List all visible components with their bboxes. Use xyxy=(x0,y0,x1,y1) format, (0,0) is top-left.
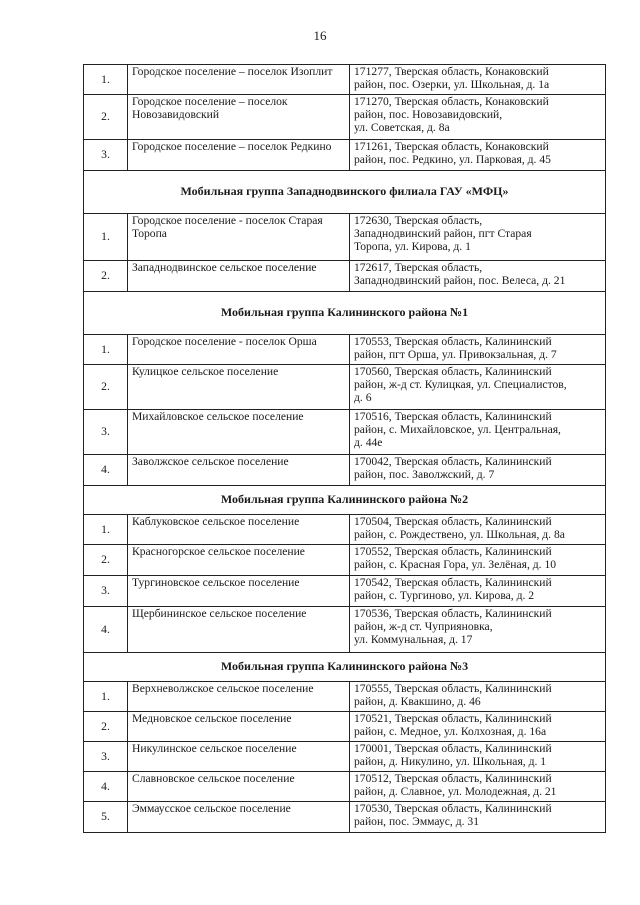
address: 170555, Тверская область, Калининский район, д. Квакшино, д. 46 xyxy=(350,682,606,712)
address: 170512, Тверская область, Калининский район, д. Славное, ул. Молодежная, д. 21 xyxy=(350,772,606,802)
row-number: 1. xyxy=(84,515,128,545)
page-number: 16 xyxy=(313,28,327,43)
row-number: 4. xyxy=(84,455,128,486)
settlement-name: Тургиновское сельское поселение xyxy=(128,576,350,607)
row-number: 3. xyxy=(84,742,128,772)
row-number: 2. xyxy=(84,712,128,742)
row-number: 1. xyxy=(84,335,128,365)
row-number: 2. xyxy=(84,545,128,576)
settlement-name: Красногорское сельское поселение xyxy=(128,545,350,576)
group-heading: Мобильная группа Калининского района №1 xyxy=(84,292,606,335)
table-row xyxy=(84,335,606,365)
group-heading-row xyxy=(84,486,606,515)
settlement-name: Верхневолжское сельское поселение xyxy=(128,682,350,712)
settlement-name: Городское поселение - поселок Орша xyxy=(128,335,350,365)
address: 170536, Тверская область, Калининский район, ж-д ст. Чуприяновка, ул. Коммунальная, д. 17 xyxy=(350,607,606,653)
row-number: 1. xyxy=(84,65,128,95)
address: 170516, Тверская область, Калининский район, с. Михайловское, ул. Центральная, д. 44е xyxy=(350,410,606,455)
address: 170504, Тверская область, Калининский район, с. Рождествено, ул. Школьная, д. 8а xyxy=(350,515,606,545)
table-row xyxy=(84,682,606,712)
address: 172630, Тверская область, Западнодвинский район, пгт Старая Торопа, ул. Кирова, д. 1 xyxy=(350,214,606,261)
table-row xyxy=(84,261,606,292)
table-row xyxy=(84,515,606,545)
address: 171261, Тверская область, Конаковский район, пос. Редкино, ул. Парковая, д. 45 xyxy=(350,140,606,171)
row-number: 3. xyxy=(84,576,128,607)
row-number: 2. xyxy=(84,261,128,292)
group-heading: Мобильная группа Калининского района №3 xyxy=(84,653,606,682)
row-number: 3. xyxy=(84,410,128,455)
table-row xyxy=(84,455,606,486)
row-number: 1. xyxy=(84,682,128,712)
table-row xyxy=(84,545,606,576)
table-row xyxy=(84,65,606,95)
table-row xyxy=(84,214,606,261)
settlement-name: Медновское сельское поселение xyxy=(128,712,350,742)
table-row xyxy=(84,802,606,833)
row-number: 2. xyxy=(84,95,128,140)
address: 170042, Тверская область, Калининский район, пос. Заволжский, д. 7 xyxy=(350,455,606,486)
group-heading: Мобильная группа Западнодвинского филиала ГАУ «МФЦ» xyxy=(84,171,606,214)
settlement-name: Городское поселение – поселок Редкино xyxy=(128,140,350,171)
settlement-name: Славновское сельское поселение xyxy=(128,772,350,802)
address: 171270, Тверская область, Конаковский район, пос. Новозавидовский, ул. Советская, д. 8а xyxy=(350,95,606,140)
group-heading-row xyxy=(84,653,606,682)
settlement-name: Городское поселение – поселок Новозавидовский xyxy=(128,95,350,140)
settlement-name: Щербининское сельское поселение xyxy=(128,607,350,653)
row-number: 2. xyxy=(84,365,128,410)
row-number: 4. xyxy=(84,772,128,802)
settlement-name: Кулицкое сельское поселение xyxy=(128,365,350,410)
table-row xyxy=(84,140,606,171)
address: 170553, Тверская область, Калининский район, пгт Орша, ул. Привокзальная, д. 7 xyxy=(350,335,606,365)
settlement-name: Заволжское сельское поселение xyxy=(128,455,350,486)
table-row xyxy=(84,410,606,455)
table-row xyxy=(84,95,606,140)
table-row xyxy=(84,576,606,607)
group-heading: Мобильная группа Калининского района №2 xyxy=(84,486,606,515)
settlements-table xyxy=(83,64,606,833)
row-number: 5. xyxy=(84,802,128,833)
settlement-name: Западнодвинское сельское поселение xyxy=(128,261,350,292)
group-heading-row xyxy=(84,292,606,335)
row-number: 3. xyxy=(84,140,128,171)
address: 172617, Тверская область, Западнодвинский район, пос. Велеса, д. 21 xyxy=(350,261,606,292)
address: 170560, Тверская область, Калининский район, ж-д ст. Кулицкая, ул. Специалистов, д. 6 xyxy=(350,365,606,410)
address: 170552, Тверская область, Калининский район, с. Красная Гора, ул. Зелёная, д. 10 xyxy=(350,545,606,576)
table-row xyxy=(84,712,606,742)
address: 170542, Тверская область, Калининский район, с. Тургиново, ул. Кирова, д. 2 xyxy=(350,576,606,607)
settlement-name: Каблуковское сельское поселение xyxy=(128,515,350,545)
settlement-name: Никулинское сельское поселение xyxy=(128,742,350,772)
address: 170521, Тверская область, Калининский район, с. Медное, ул. Колхозная, д. 16а xyxy=(350,712,606,742)
table-row xyxy=(84,742,606,772)
table-row xyxy=(84,772,606,802)
group-heading-row xyxy=(84,171,606,214)
settlement-name: Городское поселение – поселок Изоплит xyxy=(128,65,350,95)
settlement-name: Городское поселение - поселок Старая Торопа xyxy=(128,214,350,261)
settlement-name: Михайловское сельское поселение xyxy=(128,410,350,455)
settlements-table-body xyxy=(84,65,606,833)
address: 171277, Тверская область, Конаковский район, пос. Озерки, ул. Школьная, д. 1а xyxy=(350,65,606,95)
address: 170001, Тверская область, Калининский район, д. Никулино, ул. Школьная, д. 1 xyxy=(350,742,606,772)
row-number: 1. xyxy=(84,214,128,261)
address: 170530, Тверская область, Калининский район, пос. Эммаус, д. 31 xyxy=(350,802,606,833)
table-row xyxy=(84,365,606,410)
row-number: 4. xyxy=(84,607,128,653)
table-row xyxy=(84,607,606,653)
settlement-name: Эммаусское сельское поселение xyxy=(128,802,350,833)
